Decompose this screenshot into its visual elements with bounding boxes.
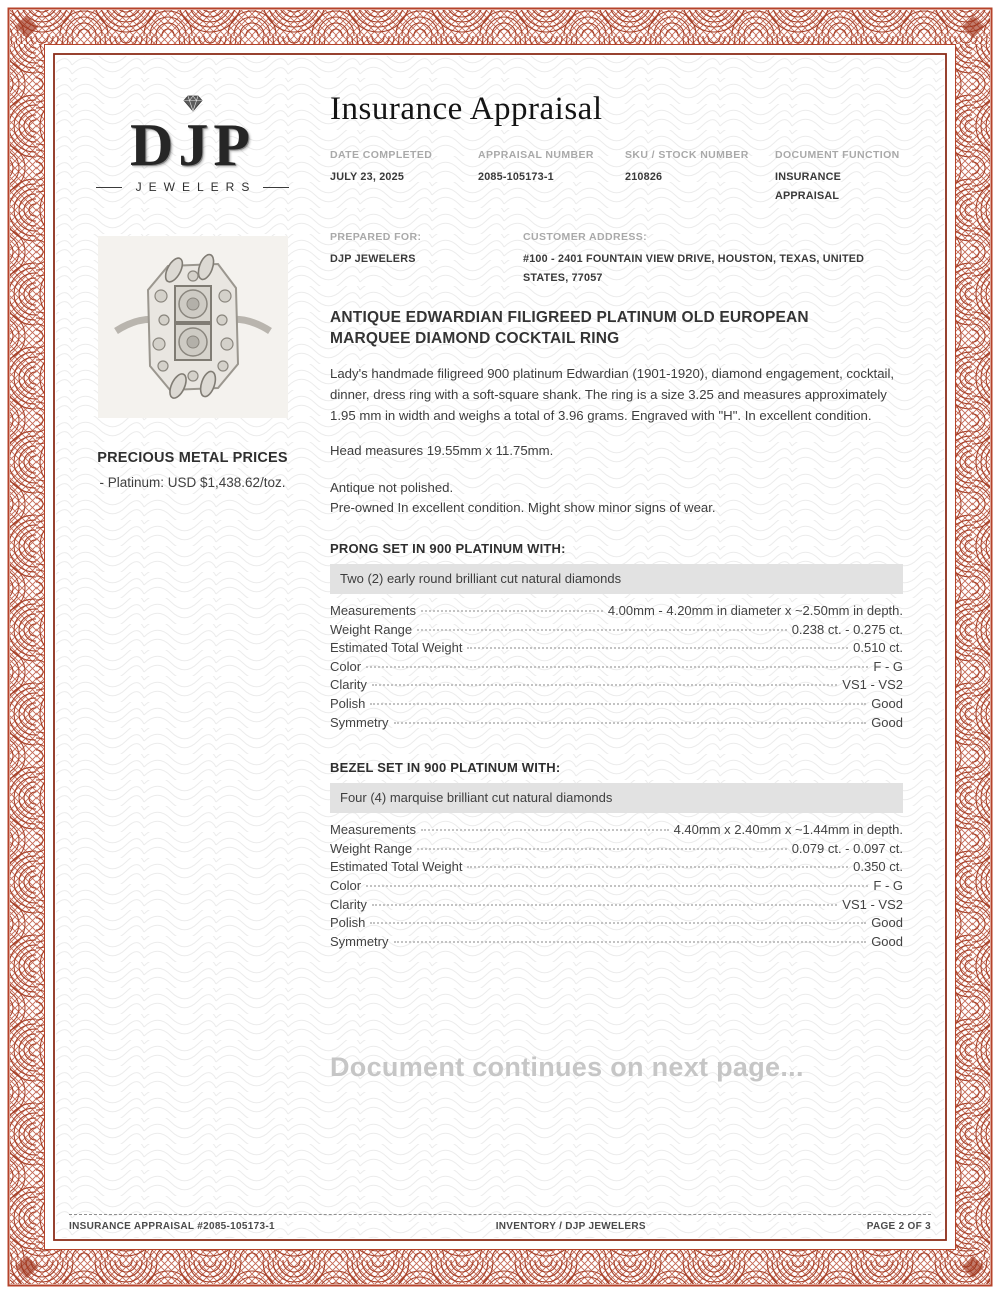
spec-table: [330, 822, 903, 952]
item-head-measures: Head measures 19.55mm x 11.75mm.: [330, 443, 554, 458]
field-label: CUSTOMER ADDRESS:: [523, 231, 648, 243]
field-prepared-for: [330, 231, 523, 288]
spec-label: Symmetry: [330, 714, 389, 730]
dotted-leader: [366, 666, 868, 668]
item-condition-line-2: Pre-owned In excellent condition. Might show minor signs of wear.: [330, 500, 716, 515]
header-meta-row-2: [330, 231, 903, 288]
section-heading: BEZEL SET IN 900 PLATINUM WITH:: [330, 760, 561, 776]
spec-value: F - G: [873, 877, 903, 893]
spec-value: Good: [871, 915, 903, 931]
spec-label: Estimated Total Weight: [330, 859, 463, 875]
dotted-leader: [467, 647, 848, 649]
precious-metal-prices: [55, 450, 330, 490]
dotted-leader: [372, 904, 837, 906]
dotted-leader: [370, 703, 866, 705]
dotted-leader: [421, 610, 603, 612]
spec-value: 0.079 ct. - 0.097 ct.: [791, 840, 903, 856]
dotted-leader: [417, 629, 787, 631]
spec-label: Polish: [330, 695, 366, 711]
spec-table: [330, 603, 903, 733]
dotted-leader: [417, 848, 787, 850]
spec-row-measurements: [330, 603, 903, 622]
spec-value: Good: [871, 695, 903, 711]
spec-row-estimated-total-weight: [330, 859, 903, 878]
section-subheading: Four (4) marquise brilliant cut natural diamonds: [330, 783, 903, 813]
spec-value: 0.350 ct.: [853, 859, 903, 875]
spec-label: Polish: [330, 915, 366, 931]
item-condition: [330, 478, 903, 518]
spec-label: Clarity: [330, 677, 367, 693]
djp-logo: [88, 95, 298, 194]
logo-rule-right: [263, 187, 289, 188]
header-meta-row-1: [330, 149, 903, 206]
spec-label: Estimated Total Weight: [330, 640, 463, 656]
spec-label: Color: [330, 658, 362, 674]
spec-value: F - G: [873, 658, 903, 674]
ring-photo: [98, 236, 288, 418]
field-value: #100 - 2401 FOUNTAIN VIEW DRIVE, HOUSTON, TEXAS, UNITED STATES, 77057: [523, 253, 865, 284]
spec-row-estimated-total-weight: [330, 640, 903, 659]
platinum-price: - Platinum: USD $1,438.62/toz.: [99, 475, 286, 490]
logo-subtext-row: [88, 180, 298, 194]
spec-value: 0.510 ct.: [853, 640, 903, 656]
spec-row-polish: [330, 915, 903, 934]
dotted-leader: [370, 922, 866, 924]
dotted-leader: [467, 866, 848, 868]
spec-label: Symmetry: [330, 933, 389, 949]
field-label: DATE COMPLETED: [330, 149, 433, 161]
spec-label: Measurements: [330, 603, 416, 618]
dotted-leader: [394, 941, 867, 943]
field-document-function: [775, 149, 903, 206]
spec-row-symmetry: [330, 715, 903, 734]
dotted-leader: [421, 829, 669, 831]
spec-label: Weight Range: [330, 840, 413, 856]
diamond-icon: [180, 95, 206, 112]
field-sku-stock-number: [625, 149, 775, 206]
field-date-completed: [330, 149, 478, 206]
dotted-leader: [366, 885, 868, 887]
field-appraisal-number: [478, 149, 625, 206]
logo-rule-left: [96, 187, 122, 188]
field-value: 210826: [625, 171, 663, 183]
field-customer-address: [523, 231, 903, 288]
spec-value: 4.00mm - 4.20mm in diameter x ~2.50mm in depth.: [607, 603, 903, 618]
spec-row-clarity: [330, 897, 903, 916]
field-value: INSURANCE APPRAISAL: [775, 171, 841, 202]
field-label: SKU / STOCK NUMBER: [625, 149, 749, 161]
item-title: ANTIQUE EDWARDIAN FILIGREED PLATINUM OLD EUROPEAN MARQUEE DIAMOND COCKTAIL RING: [330, 309, 809, 347]
spec-value: VS1 - VS2: [842, 896, 903, 912]
field-label: DOCUMENT FUNCTION: [775, 149, 900, 161]
spec-row-color: [330, 659, 903, 678]
document-content: [55, 55, 945, 1239]
footer-right: PAGE 2 OF 3: [866, 1221, 931, 1232]
spec-row-weight-range: [330, 622, 903, 641]
spec-row-polish: [330, 696, 903, 715]
footer-center: INVENTORY / DJP JEWELERS: [495, 1221, 646, 1232]
section-bezel-set: [330, 760, 903, 952]
spec-row-color: [330, 878, 903, 897]
spec-row-measurements: [330, 822, 903, 841]
spec-label: Color: [330, 877, 362, 893]
logo-text: DJP: [130, 112, 255, 178]
field-value: DJP JEWELERS: [330, 253, 416, 265]
section-heading: PRONG SET IN 900 PLATINUM WITH:: [330, 541, 566, 556]
section-subheading: Two (2) early round brilliant cut natural diamonds: [330, 564, 903, 594]
spec-row-clarity: [330, 677, 903, 696]
precious-metal-prices-title: PRECIOUS METAL PRICES: [97, 450, 288, 466]
document-title: Insurance Appraisal: [330, 91, 603, 127]
spec-label: Weight Range: [330, 621, 413, 637]
spec-value: Good: [871, 933, 903, 949]
dotted-leader: [372, 684, 837, 686]
spec-label: Clarity: [330, 896, 367, 912]
field-label: PREPARED FOR:: [330, 231, 422, 243]
continuation-notice: Document continues on next page...: [330, 1052, 804, 1083]
spec-row-symmetry: [330, 934, 903, 953]
spec-value: 0.238 ct. - 0.275 ct.: [791, 621, 903, 637]
left-column: [55, 55, 330, 1083]
item-description: Lady's handmade filigreed 900 platinum Edwardian (1901-1920), diamond engagement, cocktail, dinner, dress ring with a soft-square shank. The ring is a size 3.25 and measures approximately 1.95 mm in width and weighs a total of 3.96 grams. Engraved with "H". In excellent condition.: [330, 366, 895, 423]
field-value: JULY 23, 2025: [330, 171, 405, 183]
right-column: [330, 55, 903, 1083]
logo-subtext: JEWELERS: [135, 180, 257, 194]
footer-left: INSURANCE APPRAISAL #2085-105173-1: [69, 1221, 275, 1232]
spec-value: Good: [871, 714, 903, 730]
item-condition-line-1: Antique not polished.: [330, 480, 454, 495]
spec-value: VS1 - VS2: [842, 677, 903, 693]
dotted-leader: [394, 722, 867, 724]
field-label: APPRAISAL NUMBER: [478, 149, 594, 161]
spec-row-weight-range: [330, 841, 903, 860]
spec-label: Measurements: [330, 822, 416, 838]
field-value: 2085-105173-1: [478, 171, 554, 183]
spec-value: 4.40mm x 2.40mm x ~1.44mm in depth.: [673, 822, 903, 838]
section-prong-set: [330, 541, 903, 733]
page-footer: [69, 1214, 931, 1232]
